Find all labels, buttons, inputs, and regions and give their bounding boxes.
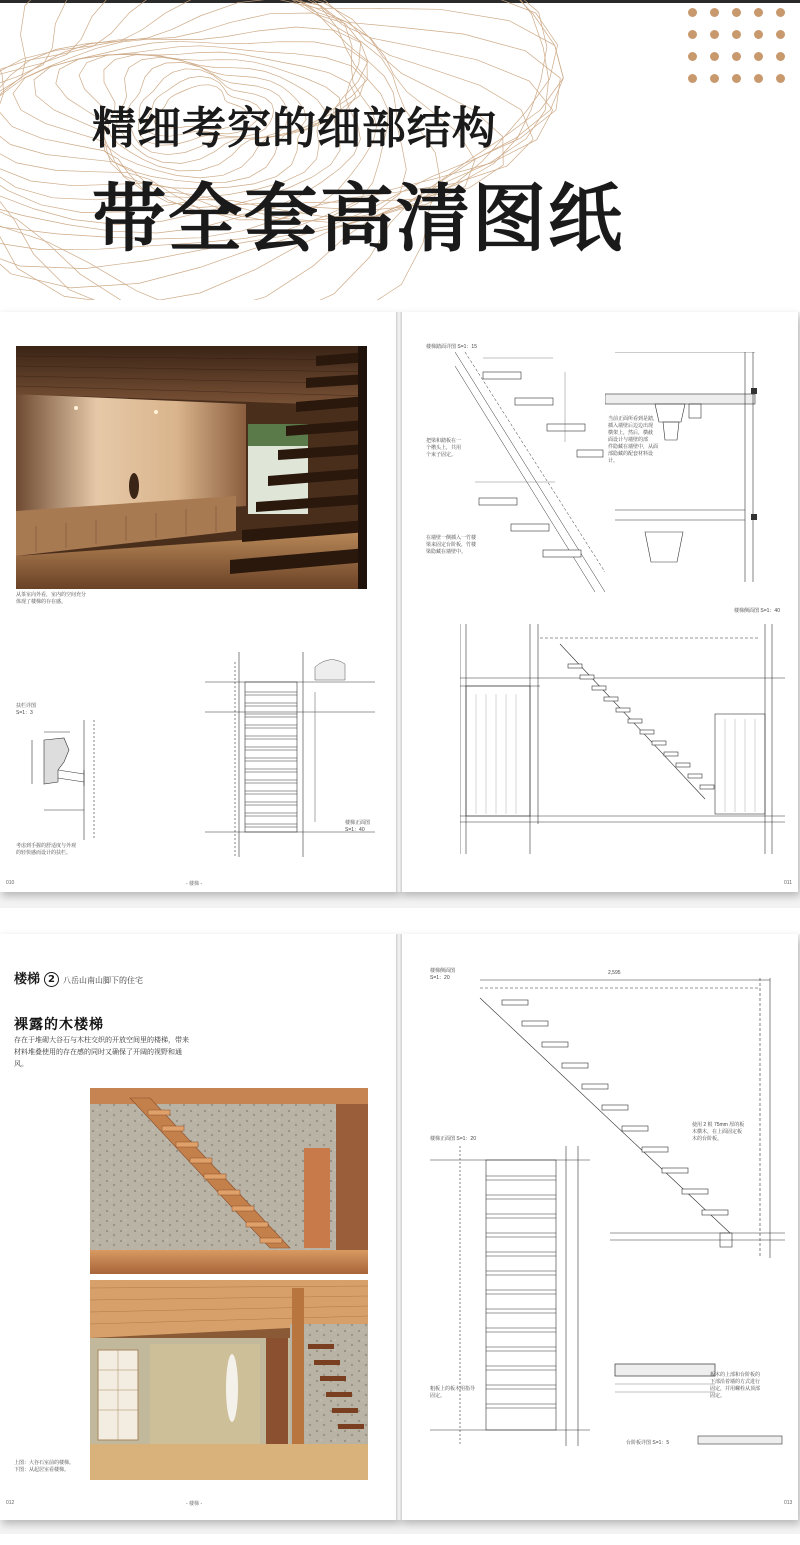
stair-side-section-drawing <box>460 624 785 854</box>
note-joint-3: 个束子固定。 <box>426 452 457 458</box>
book-spread-2 <box>0 934 800 1534</box>
section-heading <box>14 968 143 987</box>
section-subtitle: 八岳山南山脚下的住宅 <box>63 976 144 985</box>
note-wall-1: 在墙壁一侧插入一竹楼 <box>426 535 477 541</box>
tread-detail-drawing <box>455 352 605 592</box>
note-wall-fix-3: 固定，并用螺栓从顶部 <box>710 1386 761 1392</box>
note-beam-4: 面设计与墙壁的部 <box>608 437 649 443</box>
decorative-dot <box>754 8 763 17</box>
tread-detail-label: 台阶板详图 S=1：5 <box>626 1440 670 1446</box>
tread-detail-drawing <box>605 1354 725 1404</box>
note-tread-1: 使用 2 根 75mm 厚的板 <box>692 1122 745 1128</box>
decorative-dot <box>754 74 763 83</box>
side-elevation-label: 楼梯侧面图 <box>430 968 456 974</box>
note-wall-fix-4: 固定。 <box>710 1393 726 1399</box>
tread-plan-label: 楼梯踏面详图 S=1：15 <box>426 344 477 350</box>
book-spread-1 <box>0 312 800 908</box>
note-wall-fix-2: 下部沿着墙的方式进行 <box>710 1379 761 1385</box>
note-tread-3: 木的台阶板。 <box>692 1136 723 1142</box>
note-beam-7: 计。 <box>608 458 619 464</box>
note-beam-1: 当前正面所看到是踏， <box>608 416 659 422</box>
decorative-dot <box>710 30 719 39</box>
section-number-badge: 2 <box>44 972 59 987</box>
front-elevation-label: 楼梯正面图 <box>345 820 371 826</box>
handrail-caption-1: 考虑到手握的舒适度与外观 <box>16 843 77 849</box>
promo-banner <box>0 0 800 300</box>
photo-caption-lower: 下图：从起居室看楼梯。 <box>14 1467 70 1473</box>
decorative-dot <box>732 30 741 39</box>
decorative-dot <box>776 8 785 17</box>
photo-caption-upper: 上图：大谷石室前的楼梯。 <box>14 1460 75 1466</box>
note-beam-2: 插入墙壁后边边出现 <box>608 423 654 429</box>
note-joint-1: 把梁和踏板在一 <box>426 438 462 444</box>
note-board-2: 固定。 <box>430 1393 446 1399</box>
note-tread-2: 木横木，在上面固定板 <box>692 1129 743 1135</box>
note-joint-2: 个槽头上，共用 <box>426 445 462 451</box>
decorative-dot <box>710 8 719 17</box>
decorative-dot <box>754 52 763 61</box>
photo-caption-1: 从茶室向外看，室内的空间充分 <box>16 592 87 598</box>
handrail-detail-scale: S=1：3 <box>16 710 33 716</box>
stair-front-elevation-drawing <box>430 1146 590 1446</box>
handrail-detail-label: 扶栏详图 <box>16 703 37 709</box>
overall-dimension: 2,595 <box>608 970 621 976</box>
photo-caption-2: 体现了楼梯的存在感。 <box>16 599 67 605</box>
interior-stair-photo <box>16 346 367 589</box>
book-spine <box>396 312 402 892</box>
decorative-dot <box>710 52 719 61</box>
book-spine <box>396 934 402 1520</box>
page-number-010: 010 <box>6 880 15 886</box>
decorative-dot <box>688 30 697 39</box>
running-head: - 楼梯 - <box>186 881 203 887</box>
decorative-dot <box>732 8 741 17</box>
decorative-dot <box>688 8 697 17</box>
section-title: 楼梯 <box>14 972 41 987</box>
note-wall-3: 梁隐藏在墙壁中。 <box>426 549 467 555</box>
headline-fine-details: 精细考究的细部结构 <box>92 103 497 154</box>
running-head: - 楼梯 - <box>186 1501 203 1507</box>
decorative-dot <box>776 52 785 61</box>
decorative-dot <box>732 52 741 61</box>
note-wall-fix-1: 板木的上部和台阶板的 <box>710 1372 761 1378</box>
decorative-dot <box>754 30 763 39</box>
side-elevation-scale: S=1：20 <box>430 975 450 981</box>
note-beam-5: 件隐藏在墙壁中，从面 <box>608 444 659 450</box>
decorative-dot <box>688 74 697 83</box>
front-elevation-scale: S=1：40 <box>345 827 365 833</box>
handrail-caption-2: 的轻快感而设计的扶栏。 <box>16 850 72 856</box>
note-board-1: 粗板上的板木用指导 <box>430 1386 476 1392</box>
page-number-013: 013 <box>784 1500 793 1506</box>
wooden-stair-photo <box>90 1088 368 1480</box>
page-013 <box>400 934 798 1520</box>
decorative-dot <box>776 74 785 83</box>
side-section-label: 楼梯侧面图 S=1：40 <box>734 608 780 614</box>
tread-edge-drawing <box>696 1432 786 1452</box>
handrail-section-drawing <box>14 720 104 840</box>
page-012 <box>0 934 398 1520</box>
decorative-dot <box>776 30 785 39</box>
tread-section-drawing <box>605 352 790 582</box>
page-number-012: 012 <box>6 1500 15 1506</box>
headline-full-drawings: 带全套高清图纸 <box>92 176 624 262</box>
note-beam-6: 部隐藏的配套材料设 <box>608 451 654 457</box>
page-010 <box>0 312 398 892</box>
note-wall-2: 梁来固定台阶板，竹楼 <box>426 542 477 548</box>
article-title: 裸露的木楼梯 <box>14 1017 104 1033</box>
article-body: 存在于堆砌大谷石与木柱交织的开放空间里的楼梯，带来材料堆叠使用的存在感的同时又确保了开阔的视野和通风。 <box>14 1036 189 1068</box>
decorative-dot <box>688 52 697 61</box>
decorative-dot <box>732 74 741 83</box>
dot-grid-decoration <box>688 8 798 98</box>
page-011 <box>400 312 798 892</box>
page-number-011: 011 <box>784 880 792 886</box>
note-beam-3: 横架上，然后，横截 <box>608 430 654 436</box>
decorative-dot <box>710 74 719 83</box>
front-elevation-label: 楼梯正面图 S=1：20 <box>430 1136 476 1142</box>
